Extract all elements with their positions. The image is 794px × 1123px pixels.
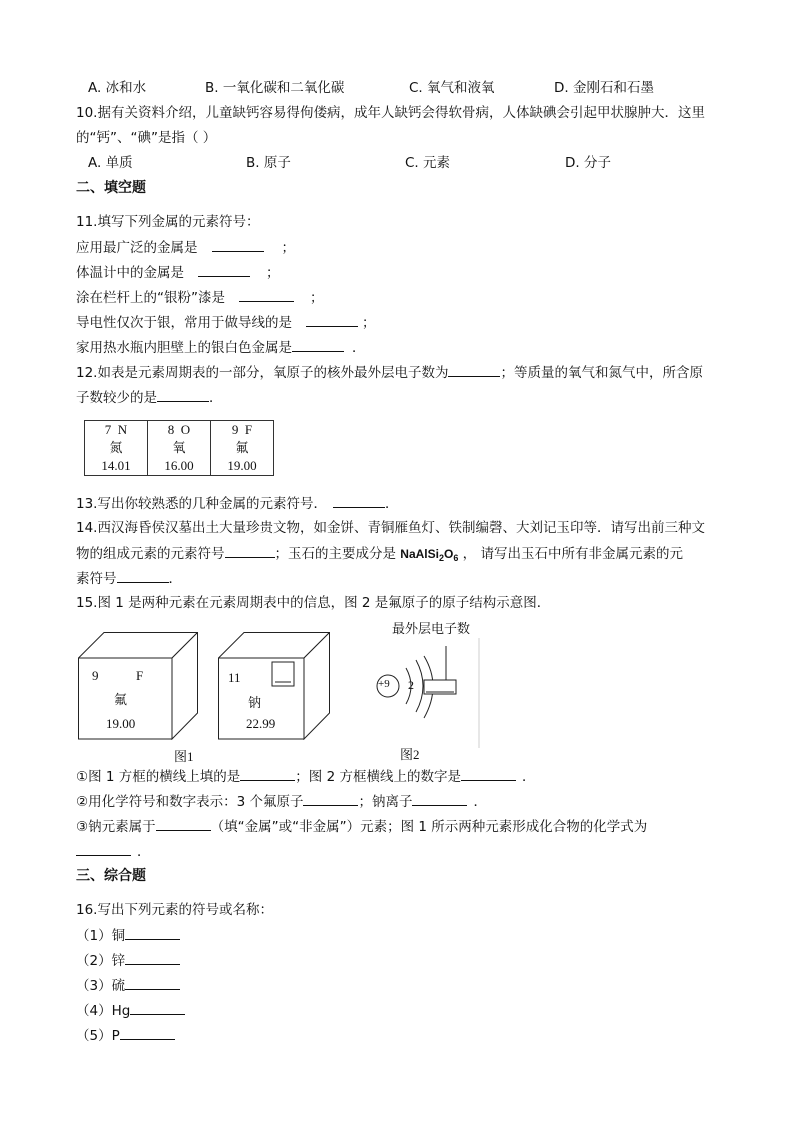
q11-title: 11.填写下列金属的元素符号： (76, 214, 260, 230)
answer-blank[interactable] (157, 387, 209, 402)
q16-item-4: （4）Hg (76, 1000, 185, 1021)
q15-sub-3-cont: ． (76, 841, 151, 862)
q10-option-c: C. 元素 (405, 155, 451, 171)
periodic-table-excerpt (84, 420, 274, 476)
element-cell-f: 9 F 氟 19.00 (211, 421, 274, 476)
answer-blank[interactable] (120, 1025, 175, 1040)
answer-blank[interactable] (448, 362, 500, 377)
element-cube-sodium: 11 钠 22.99 (218, 632, 330, 740)
q12-line2: 子数较少的是 ． (76, 387, 223, 408)
q15-sub-3: ③钠元素属于 （填“金属”或“非金属”）元素；图 1 所示两种元素形成化合物的化学式为 (76, 816, 647, 837)
answer-blank[interactable] (412, 791, 467, 806)
q16-item-2: （2）锌 (76, 950, 180, 971)
element-cube-fluorine: 9 F 氟 19.00 (78, 632, 198, 740)
figure-1-caption: 图1 (174, 749, 194, 764)
q9-option-a: A. 冰和水 (88, 80, 147, 96)
q10-option-b: B. 原子 (246, 155, 291, 171)
answer-blank[interactable] (461, 766, 516, 781)
element-cell-o: 8 O 氧 16.00 (148, 421, 211, 476)
q13-line: 13.写出你较熟悉的几种金属的元素符号． ． (76, 493, 398, 514)
answer-blank[interactable] (333, 493, 385, 508)
q11-item-4: 导电性仅次于银，常用于做导线的是 ； (76, 312, 376, 333)
q16-item-5: （5）P (76, 1025, 175, 1046)
q12-line1: 12.如表是元素周期表的一部分，氧原子的核外最外层电子数为 ；等质量的氧气和氮气中，所含原 (76, 362, 703, 383)
q9-option-b: B. 一氧化碳和二氧化碳 (205, 80, 345, 96)
q14-line2: 物的组成元素的元素符号 ；玉石的主要成分是 $NaAlSi_2O_6$ ， 请写出玉石中所有非金属元素的元 (76, 543, 683, 568)
q16-title: 16.写出下列元素的符号或名称： (76, 902, 273, 918)
q11-item-2: 体温计中的金属是 ； (76, 262, 280, 283)
answer-blank[interactable] (156, 816, 211, 831)
answer-blank[interactable] (125, 950, 180, 965)
jade-formula: $NaAlSi_2O_6$ (400, 547, 459, 563)
q11-item-5: 家用热水瓶内胆壁上的银白色金属是 ． (76, 337, 366, 358)
answer-blank[interactable] (225, 543, 275, 558)
answer-blank[interactable] (239, 287, 294, 302)
q14-line1: 14.西汉海昏侯汉墓出土大量珍贵文物，如金饼、青铜雁鱼灯、铁制编磬、大刘记玉印等．请写出前三种文 (76, 520, 705, 536)
answer-blank[interactable] (198, 262, 250, 277)
answer-blank[interactable] (76, 841, 131, 856)
q11-item-1: 应用最广泛的金属是 ； (76, 237, 295, 258)
answer-blank[interactable] (292, 337, 344, 352)
answer-blank[interactable] (212, 237, 264, 252)
q9-option-d: D. 金刚石和石墨 (554, 80, 654, 96)
answer-blank[interactable] (130, 1000, 185, 1015)
answer-blank[interactable] (117, 568, 169, 583)
q10-line1: 10.据有关资料介绍，儿童缺钙容易得佝偻病，成年人缺钙会得软骨病，人体缺碘会引起甲状腺肿大．这里 (76, 105, 705, 121)
fluorine-atom-diagram: +9 2 (372, 638, 482, 748)
q16-item-1: （1）铜 (76, 925, 180, 946)
section-comprehensive-heading: 三、综合题 (76, 868, 146, 884)
element-cell-n: 7 N 氮 14.01 (85, 421, 148, 476)
q10-option-d: D. 分子 (565, 155, 611, 171)
q14-line3: 素符号 ． (76, 568, 182, 589)
q11-item-3: 涂在栏杆上的“银粉”漆是 ； (76, 287, 324, 308)
q10-option-a: A. 单质 (88, 155, 133, 171)
q15-title: 15.图 1 是两种元素在元素周期表中的信息，图 2 是氟原子的原子结构示意图． (76, 595, 551, 611)
q15-sub-2: ②用化学符号和数字表示：3 个氟原子 ；钠离子 ． (76, 791, 487, 812)
answer-blank[interactable] (125, 975, 180, 990)
section-fill-blank-heading: 二、填空题 (76, 180, 146, 196)
q10-line2: 的“钙”、“碘”是指（ ） (76, 130, 217, 146)
q9-option-c: C. 氧气和液氧 (409, 80, 495, 96)
q15-sub-1: ①图 1 方框的横线上填的是 ；图 2 方框横线上的数字是 ． (76, 766, 535, 787)
answer-blank[interactable] (306, 312, 358, 327)
answer-blank[interactable] (125, 925, 180, 940)
outer-electron-label: 最外层电子数 (392, 622, 471, 637)
figure-2-caption: 图2 (400, 747, 420, 762)
answer-blank[interactable] (240, 766, 295, 781)
answer-blank[interactable] (303, 791, 358, 806)
q16-item-3: （3）硫 (76, 975, 180, 996)
